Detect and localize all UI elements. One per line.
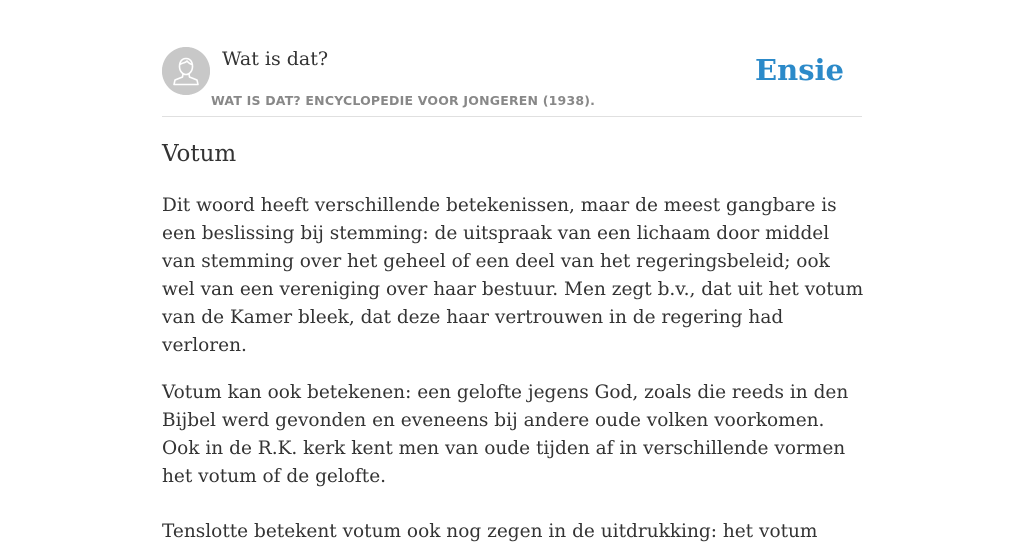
article-paragraph: Dit woord heeft verschillende betekenissen, maar de meest gangbare is een beslissing bij stemming: de uitspraak van een lichaam door middel van stemming over het geheel of een deel van het regeringsbeleid; ook wel van een vereniging over haar bestuur. Men zegt b.v., dat uit het votum van de Kamer bleek, dat deze haar vertrouwen in de regering had verloren.	[162, 195, 864, 356]
user-silhouette-icon[interactable]	[162, 47, 210, 95]
article-paragraph: Tenslotte betekent votum ook nog zegen in de uitdrukking: het votum	[162, 521, 818, 542]
article-title: Votum	[162, 141, 237, 167]
article-paragraph: Votum kan ook betekenen: een gelofte jegens God, zoals die reeds in den Bijbel werd gevonden en eveneens bij andere oude volken voorkomen. Ook in de R.K. kerk kent men van oude tijden af in verschillende vormen het votum of de gelofte.	[162, 382, 849, 487]
brand-logo-link[interactable]: Ensie	[755, 53, 844, 87]
source-description: WAT IS DAT? ENCYCLOPEDIE VOOR JONGEREN (1938).	[211, 93, 596, 108]
source-name-link[interactable]: Wat is dat?	[222, 48, 329, 70]
article-body	[162, 192, 867, 546]
source-header	[162, 46, 862, 117]
